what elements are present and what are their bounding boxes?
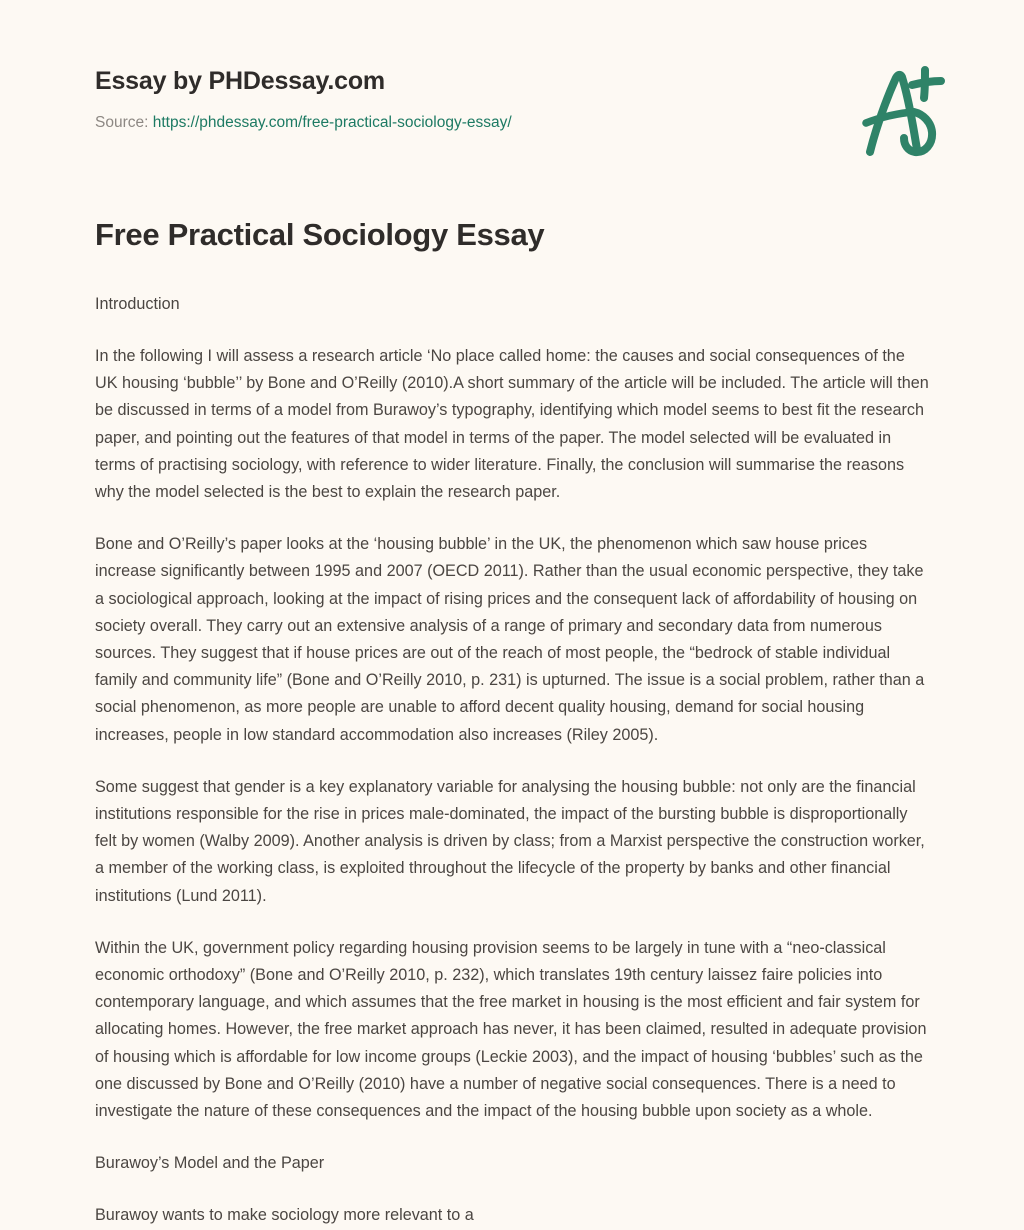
paragraph: Within the UK, government policy regarding housing provision seems to be largely in tune with a “neo-classical economic orthodoxy” (Bone and O’Reilly 2010, p. 232), which translates 19th century laissez faire policies into contemporary language, and which assumes that the free market in housing is the most efficient and fair system for allocating homes. However, the free market approach has never, it has been claimed, resulted in adequate provision of housing which is affordable for low income groups (Leckie 2003), and the impact of housing ‘bubbles’ such as the one discussed by Bone and O’Reilly (2010) have a number of negative social consequences. There is a need to investigate the nature of these consequences and the impact of the housing bubble upon society as a whole. (95, 938, 927, 1121)
source-url-link[interactable]: https://phdessay.com/free-practical-sociology-essay/ (152, 114, 512, 131)
essay-body (95, 255, 931, 1230)
paragraph: In the following I will assess a research article ‘No place called home: the causes and social consequences of the UK housing ‘bubble’’ by Bone and O’Reilly (2010).A short summary of the article will be included. The article will then be discussed in terms of a model from Burawoy’s typography, identifying which model seems to best fit the research paper, and pointing out the features of that model in terms of the paper. The model selected will be evaluated in terms of practising sociology, with reference to wider literature. Finally, the conclusion will summarise the reasons why the model selected is the best to explain the research paper. (95, 346, 929, 501)
paragraph: Burawoy wants to make sociology more relevant to a (95, 1206, 474, 1225)
source-label: Source: (95, 114, 149, 131)
a-plus-logo-icon (846, 56, 966, 166)
page-header (0, 0, 1024, 170)
section-heading: Introduction (95, 294, 180, 313)
paragraph: Some suggest that gender is a key explanatory variable for analysing the housing bubble: not only are the financial institutions responsible for the rise in prices male-dominated, the impact of the bursting bubble is disproportionally felt by women (Walby 2009). Another analysis is driven by class; from a Marxist perspective the construction worker, a member of the working class, is exploited throughout the lifecycle of the property by banks and other financial institutions (Lund 2011). (95, 777, 925, 905)
brand-title: Essay by PHDessay.com (95, 67, 385, 95)
source-line (95, 113, 929, 133)
paragraph: Bone and O’Reilly’s paper looks at the ‘housing bubble’ in the UK, the phenomenon which saw house prices increase significantly between 1995 and 2007 (OECD 2011). Rather than the usual economic perspective, they take a sociological approach, looking at the impact of rising prices and the consequent lack of affordability of housing on society overall. They carry out an extensive analysis of a range of primary and secondary data from numerous sources. They suggest that if house prices are out of the reach of most people, the “bedrock of stable individual family and community life” (Bone and O’Reilly 2010, p. 231) is upturned. The issue is a social problem, rather than a social phenomenon, as more people are unable to afford decent quality housing, demand for social housing increases, people in low standard accommodation also increases (Riley 2005). (95, 535, 925, 744)
section-heading: Burawoy’s Model and the Paper (95, 1154, 325, 1173)
page-title: Free Practical Sociology Essay (95, 217, 545, 252)
